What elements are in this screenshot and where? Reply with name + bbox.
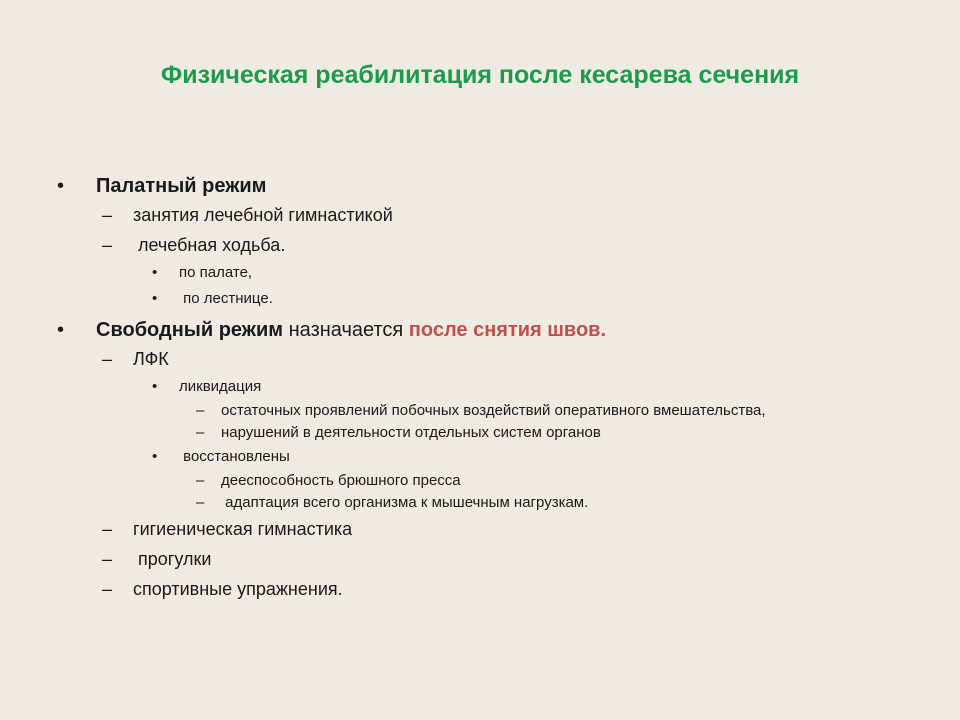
dash-marker: – bbox=[102, 519, 113, 539]
bullet-text: Палатный режим bbox=[96, 175, 267, 197]
dash-marker: – bbox=[102, 549, 113, 569]
dash-marker: – bbox=[196, 494, 205, 511]
bullet-marker: • bbox=[152, 378, 158, 395]
sub-item-text: лечебная ходьба. bbox=[133, 235, 286, 255]
bullet-marker: • bbox=[152, 264, 158, 281]
bullet-marker: • bbox=[152, 290, 158, 307]
sub-item-text: занятия лечебной гимнастикой bbox=[133, 205, 393, 225]
detail-item-organ-disorders bbox=[56, 422, 916, 444]
bullet-marker: • bbox=[57, 319, 65, 341]
bullet-marker: • bbox=[152, 448, 158, 465]
free-regime-connector: назначается bbox=[283, 319, 409, 341]
sub-item-text: гигиеническая гимнастика bbox=[133, 519, 353, 539]
sub-sub-item-text: восстановлены bbox=[179, 448, 290, 465]
sub-item-therapeutic-gymnastics bbox=[56, 200, 916, 230]
slide-title: Физическая реабилитация после кесарева сечения bbox=[160, 61, 800, 89]
detail-item-text: дееспособность брюшного пресса bbox=[221, 472, 461, 489]
detail-item-text: нарушений в деятельности отдельных систем органов bbox=[221, 424, 601, 441]
detail-item-text: остаточных проявлений побочных воздействий оперативного вмешательства, bbox=[221, 402, 766, 419]
free-regime-label: Свободный режим bbox=[96, 319, 284, 341]
sub-item-lfk bbox=[56, 344, 916, 374]
bullet-text bbox=[96, 316, 916, 344]
bullet-marker: • bbox=[57, 175, 65, 197]
sub-sub-item-text: по лестнице. bbox=[179, 290, 273, 307]
sub-sub-item-restored bbox=[56, 444, 916, 470]
sub-item-walks bbox=[56, 544, 916, 574]
sub-item-sport-exercises bbox=[56, 574, 916, 604]
dash-marker: – bbox=[102, 349, 113, 369]
sub-item-therapeutic-walking bbox=[56, 230, 916, 260]
dash-marker: – bbox=[102, 579, 113, 599]
detail-item-text: адаптация всего организма к мышечным нагрузкам. bbox=[221, 494, 589, 511]
dash-marker: – bbox=[196, 424, 205, 441]
detail-item-abdominal-press bbox=[56, 470, 916, 492]
dash-marker: – bbox=[196, 472, 205, 489]
sub-sub-item-text: ликвидация bbox=[179, 378, 262, 395]
sub-item-hygienic-gymnastics bbox=[56, 514, 916, 544]
bullet-free-regime bbox=[56, 316, 916, 344]
bullet-ward-regime bbox=[56, 172, 916, 200]
dash-marker: – bbox=[102, 205, 113, 225]
sub-sub-item-ward bbox=[56, 260, 916, 286]
dash-marker: – bbox=[102, 235, 113, 255]
dash-marker: – bbox=[196, 402, 205, 419]
sub-sub-item-stairs bbox=[56, 286, 916, 312]
sub-item-text: прогулки bbox=[133, 549, 212, 569]
detail-item-residual-effects bbox=[56, 400, 916, 422]
sub-sub-item-text: по палате, bbox=[179, 264, 253, 281]
bullet-list bbox=[56, 172, 916, 604]
sub-sub-item-elimination bbox=[56, 374, 916, 400]
free-regime-condition: после снятия швов. bbox=[408, 319, 607, 341]
sub-item-text: спортивные упражнения. bbox=[133, 579, 343, 599]
detail-item-muscle-adaptation bbox=[56, 492, 916, 514]
sub-item-text: ЛФК bbox=[133, 349, 169, 369]
